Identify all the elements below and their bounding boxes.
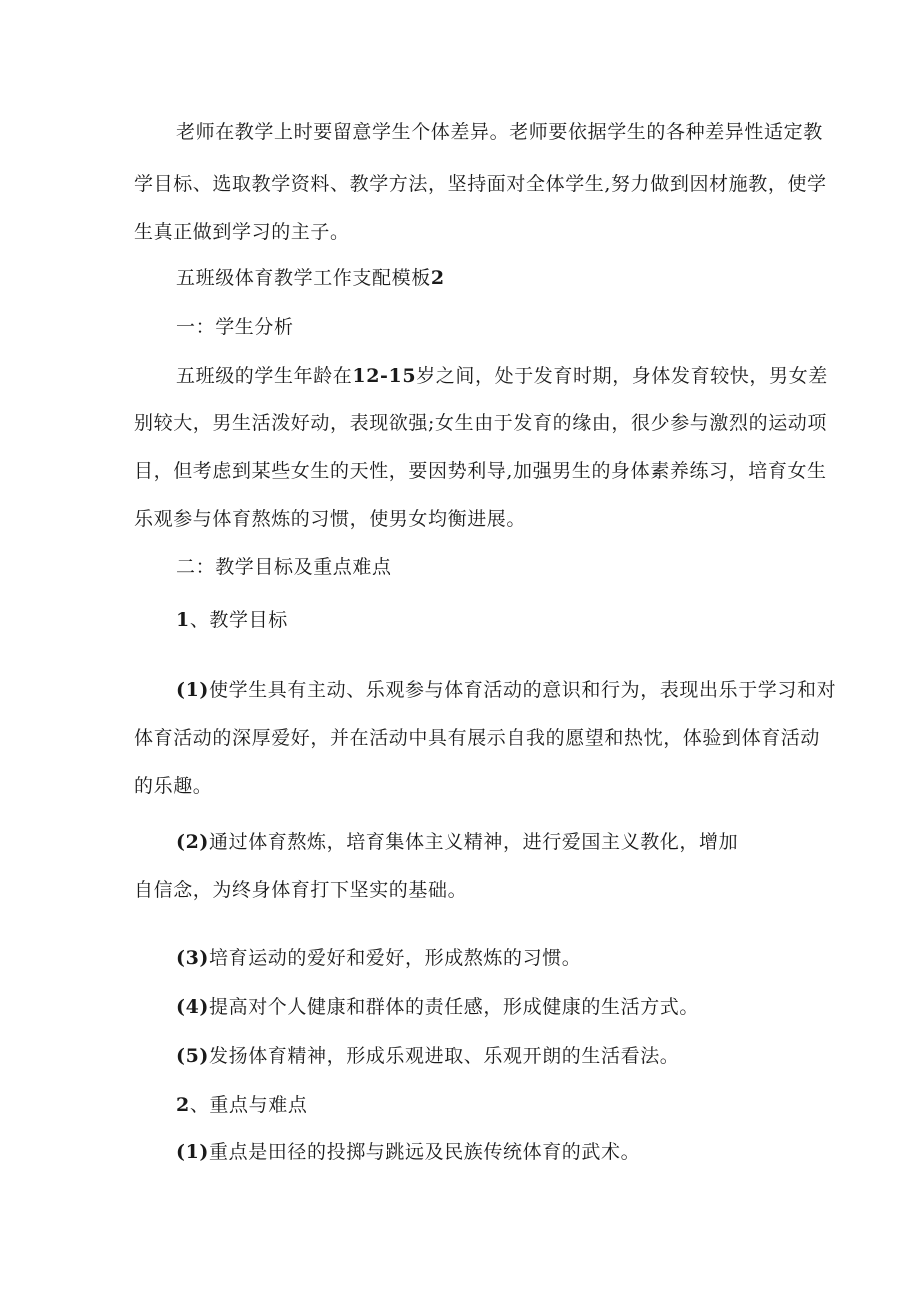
section-heading: 二：教学目标及重点难点 (176, 556, 392, 578)
paragraph-line: 生真正做到学习的主子。 (134, 221, 350, 243)
item-text: 提高对个人健康和群体的责任感，形成健康的生活方式。 (209, 996, 700, 1018)
paragraph-line: 体育活动的深厚爱好，并在活动中具有展示自我的愿望和热忱，体验到体育活动 (134, 727, 821, 749)
list-item (176, 1140, 640, 1164)
paragraph-line (176, 364, 828, 388)
subsection-number: 2 (176, 1094, 190, 1116)
paragraph-line: 学目标、选取教学资料、教学方法，坚持面对全体学生,努力做到因材施教，使学 (134, 173, 827, 195)
list-item (176, 678, 836, 702)
list-item (176, 830, 738, 854)
text-run: 岁之间，处于发育时期，身体发育较快，男女差 (416, 365, 828, 387)
section-title (176, 266, 445, 290)
age-range: 12-15 (352, 365, 417, 387)
section-title-number: 2 (430, 267, 445, 289)
list-item (176, 995, 699, 1019)
item-number: (1) (176, 1141, 209, 1163)
item-text: 发扬体育精神，形成乐观进取、乐观开朗的生活看法。 (209, 1045, 680, 1067)
subsection-text: 、重点与难点 (189, 1094, 308, 1116)
list-item (176, 1044, 679, 1068)
section-heading: 一：学生分析 (176, 316, 294, 338)
paragraph-line: 目，但考虑到某些女生的天性，要因势利导,加强男生的身体素养练习，培育女生 (134, 460, 827, 482)
paragraph-line: 老师在教学上时要留意学生个体差异。老师要依据学生的各种差异性适定教 (176, 121, 823, 143)
item-number: (5) (176, 1045, 209, 1067)
item-text: 培育运动的爱好和爱好，形成熬炼的习惯。 (209, 947, 582, 969)
subsection-text: 、教学目标 (189, 609, 288, 631)
item-number: (3) (176, 947, 209, 969)
item-number: (2) (176, 831, 209, 853)
item-text: 重点是田径的投掷与跳远及民族传统体育的武术。 (209, 1141, 641, 1163)
item-text: 通过体育熬炼，培育集体主义精神，进行爱国主义教化，增加 (209, 831, 739, 853)
item-number: (1) (176, 679, 209, 701)
item-text: 使学生具有主动、乐观参与体育活动的意识和行为，表现出乐于学习和对 (209, 679, 837, 701)
section-title-text: 五班级体育教学工作支配模板 (176, 267, 431, 289)
paragraph-line: 自信念，为终身体育打下坚实的基础。 (134, 879, 468, 901)
paragraph-line: 的乐趣。 (134, 775, 213, 797)
paragraph-line: 乐观参与体育熬炼的习惯，使男女均衡进展。 (134, 508, 527, 530)
subsection-heading (176, 1093, 307, 1117)
item-number: (4) (176, 996, 209, 1018)
paragraph-line: 别较大，男生活泼好动，表现欲强;女生由于发育的缘由，很少参与激烈的运动项 (134, 412, 828, 434)
subsection-heading (176, 608, 288, 632)
list-item (176, 946, 581, 970)
subsection-number: 1 (176, 609, 190, 631)
text-run: 五班级的学生年龄在 (176, 365, 353, 387)
